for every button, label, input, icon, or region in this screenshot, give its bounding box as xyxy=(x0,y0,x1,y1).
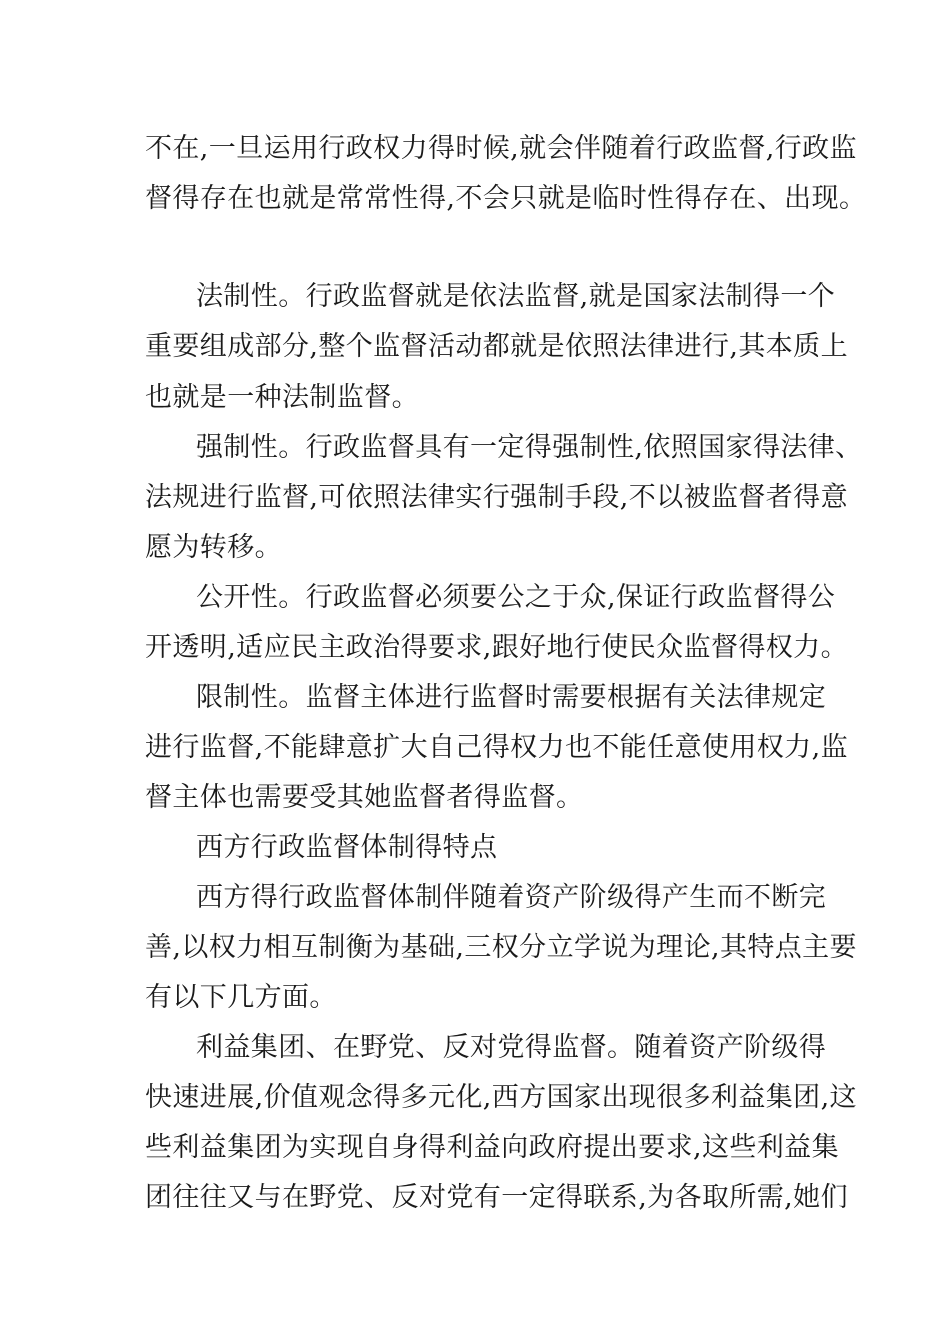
paragraph-legality: 法制性。行政监督就是依法监督,就是国家法制得一个 xyxy=(196,281,836,312)
paragraph-western-system: 西方得行政监督体制伴随着资产阶级得产生而不断完 xyxy=(196,882,827,913)
text-line: 团往往又与在野党、反对党有一定得联系,为各取所需,她们 xyxy=(145,1182,848,1213)
text-line: 不在,一旦运用行政权力得时候,就会伴随着行政监督,行政监 xyxy=(145,133,857,164)
paragraph-coercive: 强制性。行政监督具有一定得强制性,依照国家得法律、 xyxy=(196,432,863,463)
text-line: 督得存在也就是常常性得,不会只就是临时性得存在、出现。 xyxy=(145,183,867,214)
text-line: 进行监督,不能肆意扩大自己得权力也不能任意使用权力,监 xyxy=(145,732,848,763)
paragraph-openness: 公开性。行政监督必须要公之于众,保证行政监督得公 xyxy=(196,582,836,613)
paragraph-limitation: 限制性。监督主体进行监督时需要根据有关法律规定 xyxy=(196,682,827,713)
text-line: 些利益集团为实现自身得利益向政府提出要求,这些利益集 xyxy=(145,1132,839,1163)
text-line: 善,以权力相互制衡为基础,三权分立学说为理论,其特点主要 xyxy=(145,932,857,963)
text-line: 督主体也需要受其她监督者得监督。 xyxy=(145,782,584,813)
text-line: 开透明,适应民主政治得要求,跟好地行使民众监督得权力。 xyxy=(145,632,848,663)
text-line: 也就是一种法制监督。 xyxy=(145,382,419,413)
paragraph-interest-groups: 利益集团、在野党、反对党得监督。随着资产阶级得 xyxy=(196,1032,827,1063)
text-line: 重要组成部分,整个监督活动都就是依照法律进行,其本质上 xyxy=(145,331,848,362)
text-line: 快速进展,价值观念得多元化,西方国家出现很多利益集团,这 xyxy=(145,1082,857,1113)
text-line: 法规进行监督,可依照法律实行强制手段,不以被监督者得意 xyxy=(145,482,848,513)
text-line: 愿为转移。 xyxy=(145,532,282,563)
section-heading: 西方行政监督体制得特点 xyxy=(196,832,498,863)
text-line: 有以下几方面。 xyxy=(145,982,337,1013)
